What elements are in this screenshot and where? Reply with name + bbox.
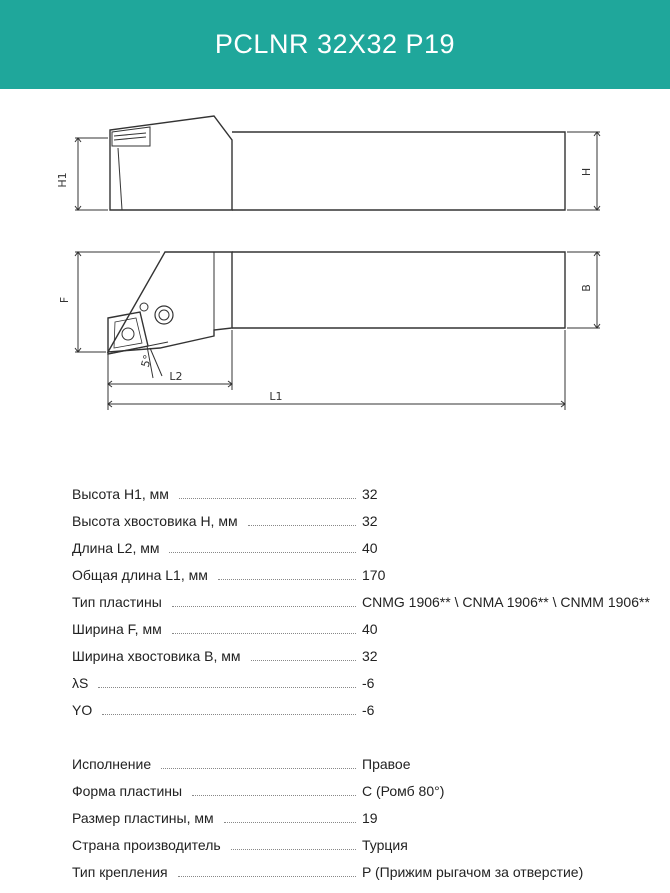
spec-label-wrap xyxy=(72,860,362,882)
leader-dots xyxy=(172,632,356,634)
spec-row xyxy=(72,482,652,504)
spec-row xyxy=(72,671,652,693)
spec-label-wrap xyxy=(72,806,362,828)
spec-row xyxy=(72,860,652,882)
spec-row xyxy=(72,590,652,612)
dim-l2-label: L2 xyxy=(169,370,183,383)
spec-row xyxy=(72,617,652,639)
spec-value: Турция xyxy=(362,837,408,853)
leader-dots xyxy=(178,875,356,877)
dim-b-label: B xyxy=(580,284,593,292)
leader-dots xyxy=(98,686,356,688)
spec-label-wrap xyxy=(72,563,362,585)
page-title: PCLNR 32X32 P19 xyxy=(214,29,456,59)
side-view xyxy=(75,116,600,210)
spec-row xyxy=(72,698,652,720)
spec-label: Размер пластины, мм xyxy=(72,810,214,826)
spec-label: Страна производитель xyxy=(72,837,221,853)
dim-f-label: F xyxy=(58,296,71,304)
spec-value: -6 xyxy=(362,702,375,718)
spec-label: Высота H1, мм xyxy=(72,486,169,502)
leader-dots xyxy=(179,497,356,499)
spec-label-wrap xyxy=(72,644,362,666)
spec-row xyxy=(72,509,652,531)
dim-l1-label: L1 xyxy=(269,390,283,403)
leader-dots xyxy=(231,848,356,850)
spec-value: 32 xyxy=(362,513,378,529)
leader-dots xyxy=(218,578,356,580)
spec-label-wrap xyxy=(72,833,362,855)
spec-label: λS xyxy=(72,675,89,691)
leader-dots xyxy=(169,551,356,553)
spec-row xyxy=(72,563,652,585)
spec-value: 40 xyxy=(362,540,378,556)
spec-row xyxy=(72,806,652,828)
spec-label-wrap xyxy=(72,590,362,612)
spec-label: Тип крепления xyxy=(72,864,168,880)
leader-dots xyxy=(102,713,356,715)
spec-label-wrap xyxy=(72,482,362,504)
dim-angle-label: 5° xyxy=(138,353,155,369)
spec-value: 40 xyxy=(362,621,378,637)
spec-row xyxy=(72,752,652,774)
spec-label-wrap xyxy=(72,671,362,693)
spec-value: 32 xyxy=(362,486,378,502)
spec-label-wrap xyxy=(72,698,362,720)
spec-row xyxy=(72,833,652,855)
dim-h1-label: H1 xyxy=(56,172,69,188)
spec-label-wrap xyxy=(72,536,362,558)
specs-table-secondary xyxy=(72,752,652,887)
spec-row xyxy=(72,536,652,558)
leader-dots xyxy=(224,821,356,823)
leader-dots xyxy=(161,767,356,769)
spec-label: Тип пластины xyxy=(72,594,162,610)
spec-label-wrap xyxy=(72,752,362,774)
plan-view xyxy=(75,252,600,410)
spec-label: Высота хвостовика H, мм xyxy=(72,513,238,529)
spec-value: 19 xyxy=(362,810,378,826)
leader-dots xyxy=(172,605,356,607)
dim-h-label: H xyxy=(580,167,593,177)
spec-label-wrap xyxy=(72,617,362,639)
spec-label: Форма пластины xyxy=(72,783,183,799)
spec-value: CNMG 1906** \ CNMA 1906** \ CNMM 1906** xyxy=(362,594,650,610)
spec-label: Исполнение xyxy=(72,756,152,772)
spec-label: Ширина F, мм xyxy=(72,621,162,637)
leader-dots xyxy=(248,524,356,526)
spec-label: Длина L2, мм xyxy=(72,540,160,556)
spec-label-wrap xyxy=(72,779,362,801)
spec-label-wrap xyxy=(72,509,362,531)
spec-row xyxy=(72,779,652,801)
leader-dots xyxy=(251,659,356,661)
specs-table-primary xyxy=(72,482,652,725)
spec-value: 32 xyxy=(362,648,378,664)
spec-value: C (Ромб 80°) xyxy=(362,783,445,799)
spec-value: P (Прижим рыгачом за отверстие) xyxy=(362,864,584,880)
spec-label: Ширина хвостовика B, мм xyxy=(72,648,241,664)
spec-value: 170 xyxy=(362,567,386,583)
spec-row xyxy=(72,644,652,666)
spec-label: Общая длина L1, мм xyxy=(72,567,208,583)
spec-value: -6 xyxy=(362,675,375,691)
spec-value: Правое xyxy=(362,756,411,772)
header-bar xyxy=(0,0,670,89)
spec-label: YO xyxy=(72,702,93,718)
technical-drawing xyxy=(0,100,670,430)
leader-dots xyxy=(192,794,356,796)
